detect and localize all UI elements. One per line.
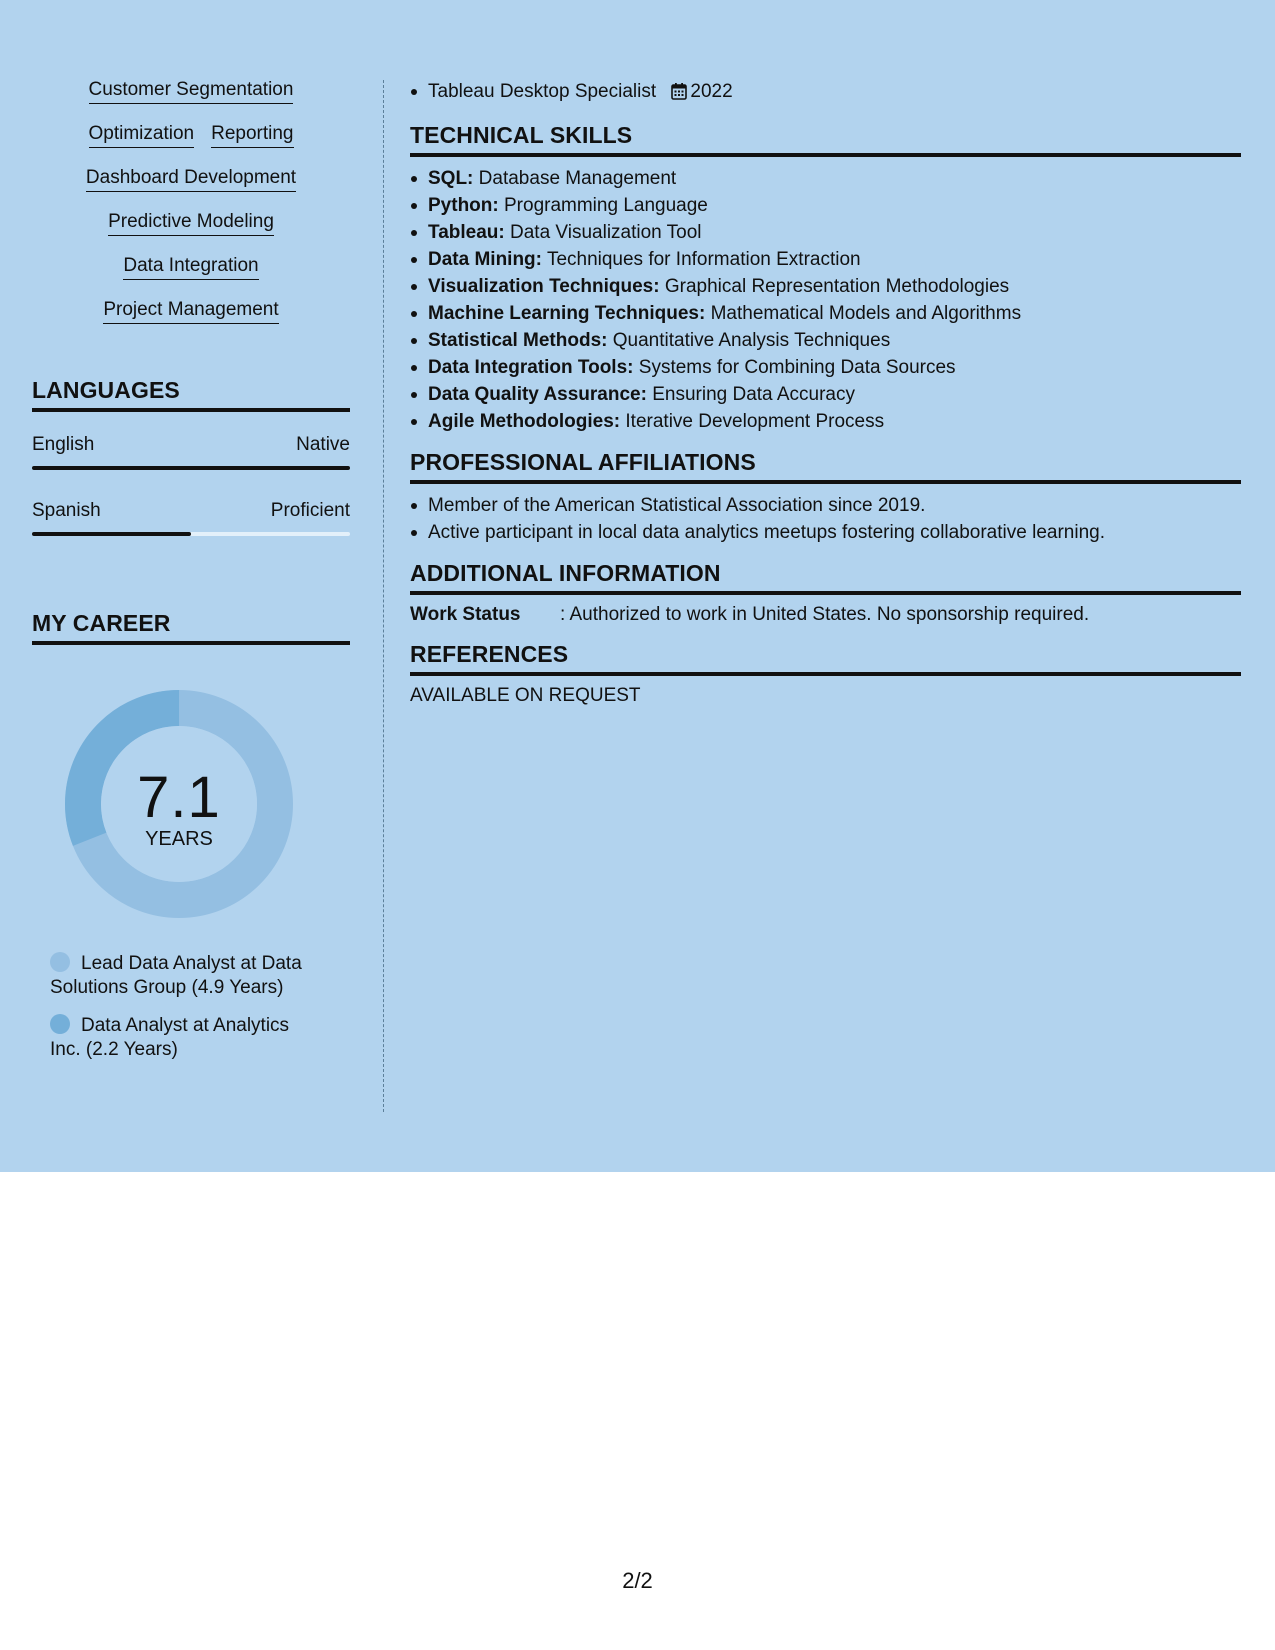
skill-term: Data Quality Assurance: (428, 384, 647, 405)
skill-desc: Mathematical Models and Algorithms (710, 303, 1022, 324)
additional-info-heading: ADDITIONAL INFORMATION (410, 560, 1241, 595)
right-column (410, 78, 1241, 708)
list-item (428, 381, 1241, 408)
certification-name: Tableau Desktop Specialist (428, 81, 657, 102)
skill-desc: Iterative Development Process (625, 411, 885, 432)
skill-tag: Project Management (103, 298, 278, 324)
skill-desc: Programming Language (504, 195, 708, 216)
legend-item (50, 952, 320, 1000)
skill-tag: Optimization (89, 122, 195, 148)
skill-term: Data Integration Tools: (428, 357, 634, 378)
tag-row (123, 254, 258, 280)
affiliations-heading: PROFESSIONAL AFFILIATIONS (410, 449, 1241, 484)
certification-item (428, 78, 1241, 108)
skill-desc: Ensuring Data Accuracy (652, 384, 855, 405)
language-bar (32, 466, 350, 470)
list-item: Active participant in local data analytics meetups fostering collaborative learning. (428, 519, 1241, 546)
affiliations-list (410, 492, 1241, 546)
skill-desc: Systems for Combining Data Sources (638, 357, 956, 378)
career-donut-chart (65, 690, 293, 918)
language-level: Proficient (270, 500, 350, 521)
certification-list (410, 78, 1241, 108)
work-status-row (410, 603, 1241, 627)
legend-label: Lead Data Analyst at Data Solutions Group (4.9 Years) (50, 953, 302, 998)
technical-skills-heading: TECHNICAL SKILLS (410, 122, 1241, 157)
list-item (428, 300, 1241, 327)
skill-tag: Customer Segmentation (89, 78, 294, 104)
legend-label: Data Analyst at Analytics Inc. (2.2 Years) (50, 1015, 290, 1060)
skill-term: Tableau: (428, 222, 505, 243)
skill-tag: Data Integration (123, 254, 258, 280)
list-item (428, 273, 1241, 300)
language-name: Spanish (32, 500, 101, 521)
list-item (428, 354, 1241, 381)
references-heading: REFERENCES (410, 641, 1241, 676)
skill-term: Agile Methodologies: (428, 411, 621, 432)
list-item (428, 165, 1241, 192)
legend-item (50, 1014, 320, 1062)
page-number: 2/2 (622, 1568, 653, 1593)
list-item (428, 192, 1241, 219)
skill-desc: Data Visualization Tool (510, 222, 702, 243)
language-bar (32, 532, 350, 536)
skill-desc: Graphical Representation Methodologies (664, 276, 1010, 297)
list-item (428, 219, 1241, 246)
language-bar-fill (32, 532, 191, 536)
skill-tags (32, 78, 350, 342)
skill-term: Machine Learning Techniques: (428, 303, 706, 324)
tag-row (103, 298, 278, 324)
skill-desc: Techniques for Information Extraction (546, 249, 861, 270)
list-item (428, 327, 1241, 354)
work-status-value: : Authorized to work in United States. No sponsorship required. (560, 604, 1090, 625)
skill-desc: Quantitative Analysis Techniques (612, 330, 891, 351)
list-item: Member of the American Statistical Association since 2019. (428, 492, 1241, 519)
career-legend (50, 952, 320, 1062)
list-item (428, 246, 1241, 273)
tag-row (86, 166, 296, 192)
work-status-label: Work Status (410, 604, 521, 625)
skill-term: Visualization Techniques: (428, 276, 660, 297)
skill-term: Data Mining: (428, 249, 542, 270)
skill-term: SQL: (428, 168, 474, 189)
list-item (428, 408, 1241, 435)
language-name: English (32, 434, 95, 455)
skill-tag: Predictive Modeling (108, 210, 274, 236)
languages-heading: LANGUAGES (32, 377, 350, 412)
tag-row (108, 210, 274, 236)
career-years-unit: YEARS (145, 828, 213, 850)
skill-term: Statistical Methods: (428, 330, 608, 351)
career-heading: MY CAREER (32, 610, 350, 645)
language-level: Native (296, 434, 350, 455)
certification-year: 2022 (690, 81, 733, 102)
skill-desc: Database Management (478, 168, 677, 189)
tag-row (89, 78, 294, 104)
career-total-years: 7.1 (137, 765, 221, 830)
skill-tag: Dashboard Development (86, 166, 296, 192)
language-english (32, 434, 350, 470)
skill-tag: Reporting (211, 122, 293, 148)
skill-term: Python: (428, 195, 499, 216)
legend-dot (50, 1014, 70, 1034)
language-spanish (32, 500, 350, 536)
language-bar-fill (32, 466, 350, 470)
references-text: AVAILABLE ON REQUEST (410, 685, 641, 706)
left-column (32, 78, 350, 1076)
legend-dot (50, 952, 70, 972)
column-divider (383, 80, 384, 1112)
technical-skills-list (410, 165, 1241, 435)
tag-row (89, 122, 294, 148)
calendar-icon (671, 81, 687, 108)
